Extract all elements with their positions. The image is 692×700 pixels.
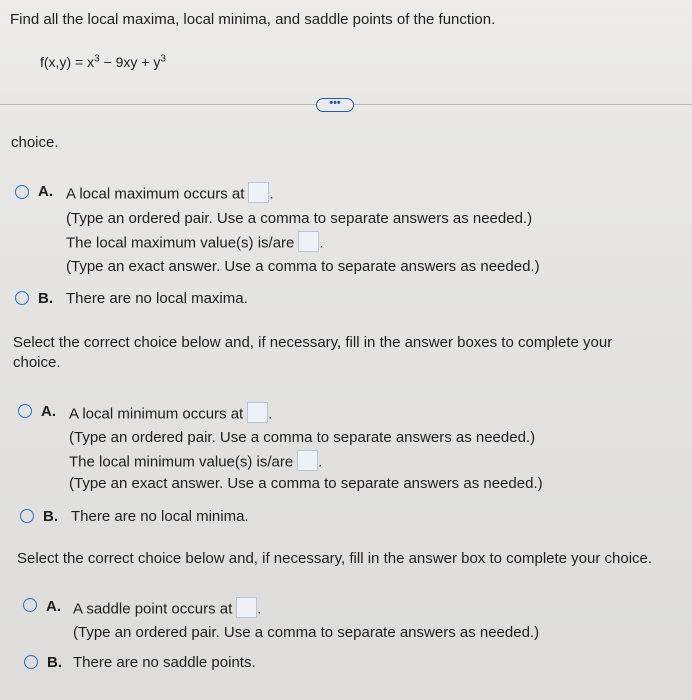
section2-intro-line1: Select the correct choice below and, if necessary, fill in the answer boxes to complete your	[13, 334, 613, 351]
option-min-a-line2: (Type an ordered pair. Use a comma to separate answers as needed.)	[69, 429, 536, 446]
function-expression	[40, 54, 166, 70]
exponent-2: 3	[160, 53, 166, 65]
period: .	[319, 234, 324, 252]
option-min-b-text: There are no local minima.	[71, 508, 249, 525]
function-lhs: f(x,y) = x	[40, 54, 95, 70]
radio-min-b[interactable]	[20, 509, 34, 523]
max-value-input[interactable]	[298, 231, 319, 252]
function-mid: − 9xy + y	[99, 54, 161, 70]
section2-intro-line2: choice.	[13, 354, 61, 371]
saddle-location-input[interactable]	[236, 597, 257, 618]
question-title: Find all the local maxima, local minima, and saddle points of the function.	[10, 11, 496, 28]
radio-max-b[interactable]	[15, 291, 29, 305]
option-max-a-line3	[66, 233, 324, 254]
option-saddle-a-line2: (Type an ordered pair. Use a comma to separate answers as needed.)	[73, 624, 540, 641]
option-max-b-text: There are no local maxima.	[66, 290, 248, 307]
period: .	[269, 185, 274, 203]
period: .	[268, 405, 273, 423]
option-min-b-letter: B.	[43, 508, 58, 525]
option-min-a-line3	[69, 452, 322, 473]
option-saddle-a-letter: A.	[46, 598, 61, 615]
radio-saddle-a[interactable]	[23, 598, 37, 612]
radio-min-a[interactable]	[18, 404, 32, 418]
radio-max-a[interactable]	[15, 185, 29, 199]
max-location-label: A local maximum occurs at	[66, 185, 245, 203]
option-min-a-line1	[69, 404, 272, 425]
option-saddle-a-line1	[73, 599, 261, 620]
saddle-location-label: A saddle point occurs at	[73, 600, 233, 618]
option-max-a-line1	[66, 184, 274, 205]
option-max-b-letter: B.	[38, 290, 53, 307]
option-min-a-line4: (Type an exact answer. Use a comma to separate answers as needed.)	[69, 475, 543, 492]
min-location-input[interactable]	[247, 402, 268, 423]
section1-intro-tail: choice.	[11, 134, 59, 151]
exponent-1: 3	[94, 53, 100, 65]
min-location-label: A local minimum occurs at	[69, 405, 244, 423]
option-max-a-line2: (Type an ordered pair. Use a comma to separate answers as needed.)	[66, 210, 533, 227]
more-options-button[interactable]: •••	[316, 98, 354, 112]
max-location-input[interactable]	[248, 182, 269, 203]
min-value-label: The local minimum value(s) is/are	[69, 453, 294, 471]
section3-intro: Select the correct choice below and, if necessary, fill in the answer box to complete your choice.	[17, 550, 653, 567]
period: .	[318, 453, 323, 471]
min-value-input[interactable]	[297, 450, 318, 471]
radio-saddle-b[interactable]	[24, 655, 38, 669]
option-min-a-letter: A.	[41, 403, 56, 420]
option-max-a-letter: A.	[38, 183, 53, 200]
option-max-a-line4: (Type an exact answer. Use a comma to separate answers as needed.)	[66, 258, 540, 275]
max-value-label: The local maximum value(s) is/are	[66, 234, 295, 252]
option-saddle-b-letter: B.	[47, 654, 62, 671]
period: .	[257, 600, 262, 618]
option-saddle-b-text: There are no saddle points.	[73, 654, 256, 671]
